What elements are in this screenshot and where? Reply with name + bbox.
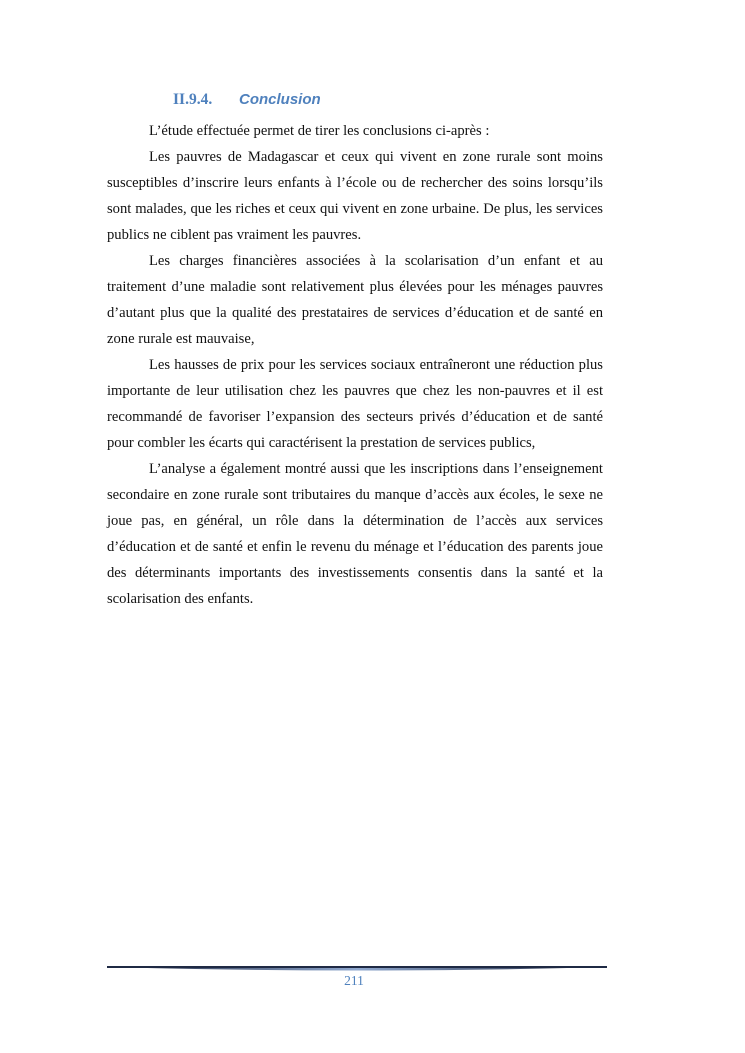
section-number: II.9.4. <box>173 91 213 108</box>
paragraph-poverty-access: Les pauvres de Madagascar et ceux qui vivent en zone rurale sont moins susceptibles d’inscrire leurs enfants à l’école ou de rechercher des soins lorsqu’ils sont malades, que les riches et ceux qui vivent en zone urbaine. De plus, les services publics ne ciblent pas vraiment les pauvres. <box>107 149 603 243</box>
paragraph-analysis: L’analyse a également montré aussi que les inscriptions dans l’enseignement secondaire en zone rurale sont tributaires du manque d’accès aux écoles, le sexe ne joue pas, en général, un rôle dans la détermination de l’accès aux services d’éducation et de santé et enfin le revenu du ménage et l’éducation des parents joue des déterminants importants des investissements consentis dans la santé et la scolarisation des enfants. <box>107 461 603 607</box>
document-body <box>107 118 603 612</box>
paragraph-price-increases: Les hausses de prix pour les services sociaux entraîneront une réduction plus importante de leur utilisation chez les pauvres que chez les non-pauvres et il est recommandé de favoriser l’expansion des secteurs privés d’éducation et de santé pour combler les écarts qui caractérisent la prestation de services publics, <box>107 357 603 451</box>
footer-divider <box>107 964 607 972</box>
page-number: 211 <box>344 973 364 988</box>
section-title: Conclusion <box>239 91 321 108</box>
paragraph-intro: L’étude effectuée permet de tirer les conclusions ci-après : <box>149 123 490 139</box>
paragraph-financial-charges: Les charges financières associées à la scolarisation d’un enfant et au traitement d’une maladie sont relativement plus élevées pour les ménages pauvres d’autant plus que la qualité des prestataires de services d’éducation et de santé en zone rurale est mauvaise, <box>107 253 603 347</box>
section-heading <box>173 89 321 111</box>
